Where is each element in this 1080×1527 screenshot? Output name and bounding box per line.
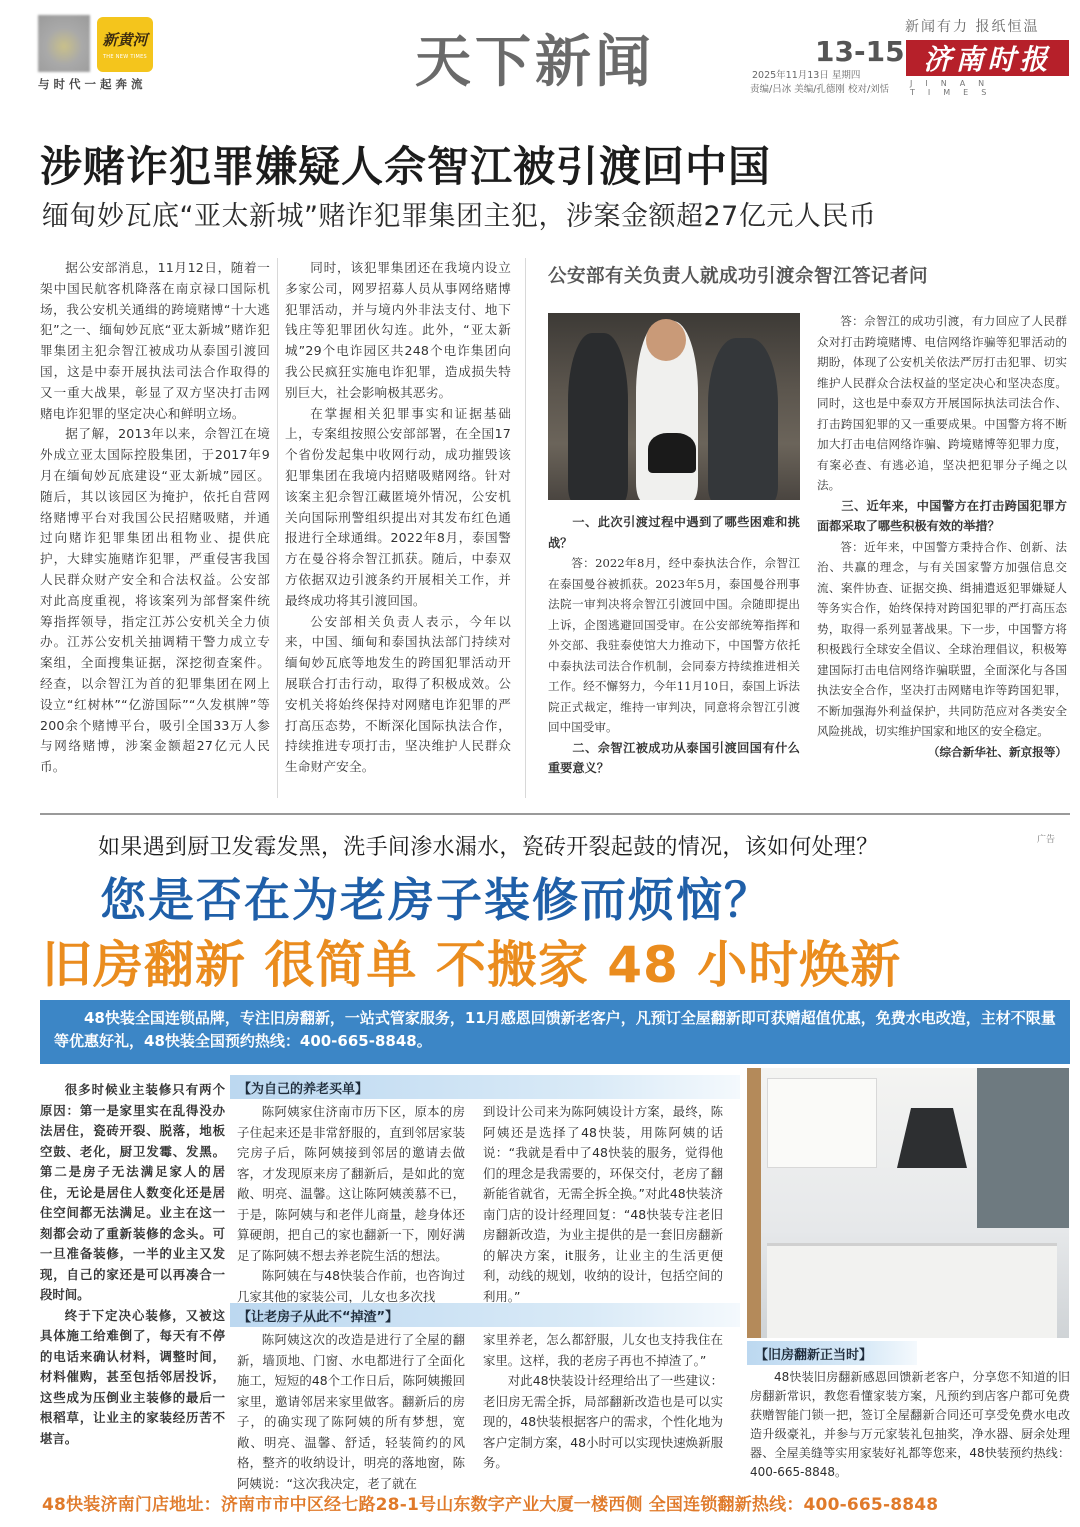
article-paragraph: 在掌握相关犯罪事实和证据基础上，专案组按照公安部部署，在全国17个省份发起集中收网行动，成功摧毁该犯罪集团在我境内招赌吸赌网络。针对该案主犯佘智江藏匿境外情况，公安机关向国际刑警组织提出对其发布红色通报进行全球通缉。2022年8月，泰国警方在曼谷将佘智江抓获。随后，中泰双方依据双边引渡条约开展相关工作，并最终成功将其引渡回国。 (285, 405, 511, 608)
ad-paragraph: 48快装旧房翻新感恩回馈新老客户，分享您不知道的旧房翻新常识，教您看懂家装方案，凡预约到店客户都可免费获赠智能门锁一把，签订全屋翻新合同还可享受免费水电改造升级豪礼，并参与万元家装礼包抽奖，净水器、厨余处理器、全屋美缝等实用家装好礼都等您来，48快装预约热线：400-665-8848。 (750, 1370, 1070, 1479)
news-photo (548, 313, 800, 500)
ad-section-1-left (237, 1102, 465, 1307)
blurred-logo (38, 15, 90, 72)
ad-question: 如果遇到厨卫发霉发黑，洗手间渗水漏水，瓷砖开裂起鼓的情况，该如何处理？ (98, 835, 879, 860)
article-subhead: 缅甸妙瓦底“亚太新城”赌诈犯罪集团主犯，涉案金额超27亿元人民币 (42, 201, 877, 232)
ad-tag: 广告 (1037, 835, 1056, 845)
ad-paragraph: 对此48快装设计经理给出了一些建议：老旧房无需全拆，局部翻新改造也是可以实现的，48快装根据客户的需求，个性化地为客户定制方案，48小时可以实现快速焕新服务。 (483, 1373, 723, 1470)
jinan-times-logo-en: JINAN TIMES (910, 79, 1000, 97)
ad-slogan: 旧房翻新 很简单 不搬家 48 小时焕新 (42, 936, 902, 994)
jinan-times-logo: 济南时报 (906, 40, 1069, 76)
article-paragraph: 公安部相关负责人表示，今年以来，中国、缅甸和泰国执法部门持续对缅甸妙瓦底等地发生的跨国犯罪活动开展联合打击行动，取得了积极成效。公安机关将始终保持对网赌电诈犯罪的严打高压态势，不断深化国际执法合作，持续推进专项打击，坚决维护人民群众生命财产安全。 (285, 613, 511, 775)
interview-answer-1: 答：2022年8月，经中泰执法合作，佘智江在泰国曼谷被抓获。2023年5月，泰国曼谷刑事法院一审判决将佘智江引渡回中国。佘随即提出上诉，企图逃避回国受审。在公安部统筹指挥和外交部、我驻泰使馆大力推动下，中国警方依托中泰执法司法合作机制，会同泰方持续推进相关工作。经不懈努力，今年11月10日，泰国上诉法院正式裁定，维持一审判决，同意将佘智江引渡回中国受审。 (548, 556, 800, 734)
ad-title: 您是否在为老房子装修而烦恼？ (100, 873, 772, 927)
ad-banner-text: 48快装全国连锁品牌，专注旧房翻新，一站式管家服务，11月感恩回馈新老客户，凡预订全屋翻新即可获赠超值优惠，免费水电改造，主材不限量等优惠好礼，48快装全国预约热线：400-665-8848。 (54, 1009, 1056, 1050)
ad-paragraph: 陈阿姨这次的改造是进行了全屋的翻新，墙顶地、门窗、水电都进行了全面化施工，短短的48个工作日后，陈阿姨搬回家里，邀请邻居来家里做客。翻新后的房子，的确实现了陈阿姨的所有梦想，宽敞、明亮、温馨、舒适，轻装简约的风格，整齐的收纳设计，明亮的落地窗，陈阿姨说：“这次我决定，老了就在 (237, 1332, 465, 1491)
ad-section-1-heading: 【为自己的养老买单】 (230, 1075, 740, 1099)
ad-banner (40, 1000, 1070, 1064)
column-divider (277, 258, 278, 798)
article-paragraph: 据了解，2013年以来，佘智江在境外成立亚太国际控股集团，于2017年9月在缅甸妙瓦底建设“亚太新城”园区。随后，其以该园区为掩护，依托自营网络赌博平台对我国公民招赌吸赌，并通过向赌诈犯罪集团出租物业、提供庇护，大肆实施赌诈犯罪，严重侵害我国人民群众财产安全和合法权益。公安部对此高度重视，将该案列为部督案件统筹指挥领导，指定江苏公安机关全力侦办。江苏公安机关抽调精干警力成立专案组，全面搜集证据，深挖彻查案件。经查，以佘智江为首的犯罪集团在网上设立“红树林”“亿游国际”“久发棋牌”等200余个赌博平台，吸引全国33万人参与网络赌博，涉案金额超27亿元人民币。 (40, 426, 270, 775)
section-title: 天下新闻 (415, 30, 655, 95)
interview-question-1: 一、此次引渡过程中遇到了哪些困难和挑战？ (548, 515, 800, 550)
kitchen-lower-cabinet (767, 1243, 1057, 1338)
ad-section-3-heading: 【旧房翻新正当时】 (747, 1341, 917, 1365)
ad-section-2-right (483, 1330, 723, 1474)
xinhuanghe-logo-en: THE NEW TIMES (102, 54, 148, 60)
ad-intro-column (40, 1080, 225, 1449)
photo-suspect-head (646, 319, 686, 361)
ad-section-3-body (750, 1368, 1070, 1482)
interview-column-left (548, 512, 800, 779)
photo-officer-right (708, 338, 778, 500)
interview-answer-3: 答：近年来，中国警方秉持合作、创新、法治、共赢的理念，与有关国家警方加强信息交流、案件协查、证据交换、缉捕遣返犯罪嫌疑人等务实合作，始终保持对跨国犯罪的严打高压态势，取得一系列显著战果。下一步，中国警方将积极践行全球安全倡议、全球治理倡议，积极筹建国际打击电信网络诈骗联盟，全面深化与各国执法安全合作，坚决打击网赌电诈等跨国犯罪，不断加强海外利益保护，共同防范应对各类安全风险挑战，切实维护国家和地区的安全稳定。 (817, 539, 1067, 738)
interview-question-3: 三、近年来，中国警方在打击跨国犯罪方面都采取了哪些积极有效的举措？ (817, 498, 1067, 533)
staff-credits: 责编/吕冰 美编/孔德刚 校对/刘恬 (750, 84, 890, 95)
kitchen-door-frame (747, 1068, 761, 1338)
xinhuanghe-logo-text: 新黄河 (102, 31, 148, 49)
ad-paragraph: 陈阿姨在与48快装合作前，也咨询过几家其他的家装公司，儿女也多次找 (237, 1268, 465, 1304)
ad-footer-address: 48快装济南门店地址：济南市市中区经七路28-1号山东数字产业大厦一楼西侧 全国连锁翻新热线：400-665-8848 (42, 1495, 939, 1515)
kitchen-window (977, 1068, 1069, 1228)
ad-section-2-heading: 【让老房子从此不“掉渣”】 (230, 1303, 740, 1327)
photo-officer-left (568, 333, 628, 500)
article-paragraph: 同时，该犯罪集团还在我境内设立多家公司，网罗招募人员从事网络赌博犯罪活动，并与境内外非法支付、地下钱庄等犯罪团伙勾连。此外，“亚太新城”29个电诈园区共248个电诈集团向我公民疯狂实施电诈犯罪，造成损失特别巨大，社会影响极其恶劣。 (285, 260, 511, 400)
kitchen-photo (747, 1068, 1069, 1338)
interview-question-2: 二、佘智江被成功从泰国引渡回国有什么重要意义？ (548, 740, 800, 775)
article-column-2 (285, 258, 511, 778)
xinhuanghe-logo (97, 17, 153, 72)
partner-slogan: 与时代一起奔流 (38, 77, 147, 91)
section-divider (40, 813, 1070, 815)
issue-date: 2025年11月13日 星期四 (752, 70, 861, 81)
ad-paragraph: 家里养老，怎么都舒服，儿女也支持我住在家里。这样，我的老房子再也不掉渣了。” (483, 1332, 723, 1368)
ad-section-1-right (483, 1102, 723, 1307)
column-divider (525, 258, 526, 798)
article-column-1 (40, 258, 270, 778)
ad-section-2-left (237, 1330, 465, 1494)
newspaper-motto: 新闻有力 报纸恒温 (905, 19, 1040, 35)
interview-column-right (817, 311, 1067, 762)
page-numbers: 13-15 (815, 35, 905, 68)
ad-paragraph: 陈阿姨家住济南市历下区，原本的房子住起来还是非常舒服的，直到邻居家装完房子后，陈阿姨接到邻居的邀请去做客，才发现原来房了翻新后，是如此的宽敞、明亮、温馨。这让陈阿姨羡慕不已，于是，陈阿姨与和老伴儿商量，趁身体还算硬朗，把自己的家也翻新一下，刚好满足了陈阿姨不想去养老院生活的想法。 (237, 1104, 465, 1263)
interview-title: 公安部有关负责人就成功引渡佘智江答记者问 (548, 266, 929, 287)
source-credit: （综合新华社、新京报等） (927, 744, 1067, 759)
ad-paragraph: 到设计公司来为陈阿姨设计方案，最终，陈阿姨还是选择了48快装，用陈阿姨的话说：“我就是看中了48快装的服务，觉得他们的理念是我需要的，环保交付，老房了翻新能省就省，无需全拆全换。”对此48快装济南门店的设计经理回复：“48快装专注老旧房翻新改造，为业主提供的是一套旧房翻新的解决方案，it服务，让业主的生活更便利，动线的规划，收纳的设计，包括空间的利用。” (483, 1104, 723, 1304)
kitchen-upper-cabinet (767, 1078, 877, 1168)
photo-suspect-shorts (648, 433, 696, 473)
interview-answer-2: 答：佘智江的成功引渡，有力回应了人民群众对打击跨境赌博、电信网络诈骗等犯罪活动的期盼，体现了公安机关依法严厉打击犯罪、切实维护人民群众合法权益的坚定决心和坚决态度。同时，这也是中泰双方开展国际执法司法合作、打击跨国犯罪的又一重要成果。中国警方将不断加大打击电信网络诈骗、跨境赌博等犯罪力度，有案必查、有逃必追，坚决把犯罪分子绳之以法。 (817, 314, 1067, 492)
ad-paragraph: 很多时候业主装修只有两个原因：第一是家里实在乱得没办法居住，瓷砖开裂、脱落，地板空鼓、老化，厨卫发霉、发黑。第二是房子无法满足家人的居住，无论是居住人数变化还是居住空间都无法满足。业主在这一刻都会动了重新装修的念头。可一旦准备装修，一半的业主又发现，自己的家还是可以再凑合一段时间。 (40, 1082, 225, 1302)
ad-paragraph: 终于下定决心装修，又被这具体施工给难倒了，每天有不停的电话来确认材料，调整时间，材料催购，甚至包括邻居投诉，这些成为压倒业主装修的最后一根稻草，让业主的家装经历苦不堪言。 (40, 1307, 225, 1446)
article-headline: 涉赌诈犯罪嫌疑人佘智江被引渡回中国 (40, 142, 772, 191)
article-paragraph: 据公安部消息，11月12日，随着一架中国民航客机降落在南京禄口国际机场，我公安机关通缉的跨境赌博“十大逃犯”之一、缅甸妙瓦底“亚太新城”赌诈犯罪集团主犯佘智江被成功从泰国引渡回国，这是中泰开展执法司法合作取得的又一重大战果，彰显了双方坚决打击网赌电诈犯罪的坚定决心和鲜明立场。 (40, 260, 270, 421)
